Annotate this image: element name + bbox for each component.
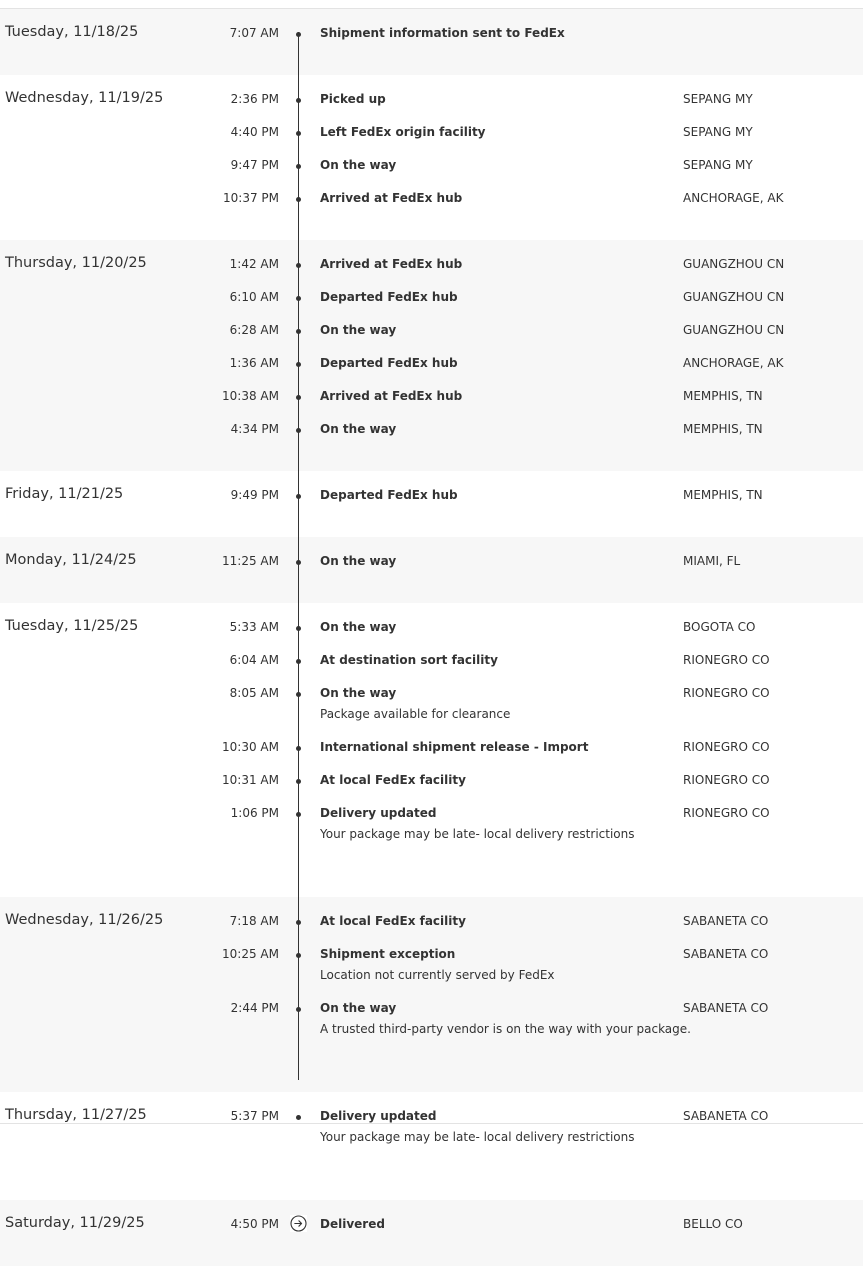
event-location: MIAMI, FL <box>683 554 741 568</box>
event-status: On the way <box>320 554 397 568</box>
event-location: ANCHORAGE, AK <box>683 191 784 205</box>
event-time: 10:25 AM <box>222 947 279 961</box>
day-group <box>0 897 863 1092</box>
event-status: Arrived at FedEx hub <box>320 257 463 271</box>
timeline-dot <box>296 1115 301 1120</box>
event-status: At local FedEx facility <box>320 914 466 928</box>
event-status: Departed FedEx hub <box>320 290 458 304</box>
event-status: On the way <box>320 620 397 634</box>
event-time: 4:50 PM <box>230 1217 279 1231</box>
event-location: GUANGZHOU CN <box>683 290 785 304</box>
event-time: 9:49 PM <box>230 488 279 502</box>
event-location: SABANETA CO <box>683 947 769 961</box>
day-date: Thursday, 11/27/25 <box>5 1107 147 1123</box>
day-group <box>0 603 863 897</box>
event-status: At destination sort facility <box>320 653 498 667</box>
event-status: Delivery updated <box>320 806 437 820</box>
event-location: MEMPHIS, TN <box>683 389 763 403</box>
event-status: On the way <box>320 323 397 337</box>
day-date: Thursday, 11/20/25 <box>5 255 147 271</box>
event-status: Shipment information sent to FedEx <box>320 26 565 40</box>
event-location: GUANGZHOU CN <box>683 323 785 337</box>
event-location: SEPANG MY <box>683 92 753 106</box>
event-location: RIONEGRO CO <box>683 806 770 820</box>
event-time: 2:44 PM <box>230 1001 279 1015</box>
day-date: Monday, 11/24/25 <box>5 552 137 568</box>
delivered-arrow-circle-icon <box>290 1215 307 1232</box>
event-detail: A trusted third-party vendor is on the way with your package. <box>320 1022 691 1036</box>
event-status: Arrived at FedEx hub <box>320 389 463 403</box>
event-location: GUANGZHOU CN <box>683 257 785 271</box>
day-group <box>0 1092 863 1200</box>
event-time: 6:04 AM <box>229 653 279 667</box>
event-location: SEPANG MY <box>683 125 753 139</box>
event-status: On the way <box>320 422 397 436</box>
event-status: International shipment release - Import <box>320 740 589 754</box>
day-date: Wednesday, 11/26/25 <box>5 912 164 928</box>
event-status: Delivery updated <box>320 1109 437 1123</box>
event-time: 4:40 PM <box>230 125 279 139</box>
event-time: 10:38 AM <box>222 389 279 403</box>
day-group <box>0 471 863 537</box>
event-time: 2:36 PM <box>230 92 279 106</box>
event-status: On the way <box>320 686 397 700</box>
event-location: SEPANG MY <box>683 158 753 172</box>
event-status: On the way <box>320 158 397 172</box>
day-date: Wednesday, 11/19/25 <box>5 90 164 106</box>
event-detail: Your package may be late- local delivery restrictions <box>320 1130 635 1144</box>
event-location: SABANETA CO <box>683 1001 769 1015</box>
event-time: 6:28 AM <box>229 323 279 337</box>
event-time: 5:37 PM <box>230 1109 279 1123</box>
day-group <box>0 240 863 471</box>
event-detail: Location not currently served by FedEx <box>320 968 555 982</box>
event-time: 11:25 AM <box>222 554 279 568</box>
event-location: RIONEGRO CO <box>683 686 770 700</box>
event-location: ANCHORAGE, AK <box>683 356 784 370</box>
event-detail: Package available for clearance <box>320 707 511 721</box>
day-group <box>0 75 863 240</box>
event-time: 1:42 AM <box>229 257 279 271</box>
event-status: Picked up <box>320 92 386 106</box>
event-time: 1:36 AM <box>229 356 279 370</box>
day-date: Tuesday, 11/25/25 <box>5 618 139 634</box>
event-time: 5:33 AM <box>229 620 279 634</box>
day-date: Tuesday, 11/18/25 <box>5 24 139 40</box>
event-status: At local FedEx facility <box>320 773 466 787</box>
event-time: 6:10 AM <box>229 290 279 304</box>
day-group <box>0 537 863 603</box>
event-status: Shipment exception <box>320 947 456 961</box>
event-status: Departed FedEx hub <box>320 356 458 370</box>
event-location: BELLO CO <box>683 1217 743 1231</box>
event-location: SABANETA CO <box>683 1109 769 1123</box>
day-date: Friday, 11/21/25 <box>5 486 124 502</box>
event-time: 10:31 AM <box>222 773 279 787</box>
event-time: 9:47 PM <box>230 158 279 172</box>
event-time: 7:18 AM <box>229 914 279 928</box>
event-status: Delivered <box>320 1217 385 1231</box>
event-detail: Your package may be late- local delivery restrictions <box>320 827 635 841</box>
event-location: RIONEGRO CO <box>683 740 770 754</box>
event-status: Arrived at FedEx hub <box>320 191 463 205</box>
day-date: Saturday, 11/29/25 <box>5 1215 145 1231</box>
event-time: 7:07 AM <box>229 26 279 40</box>
event-time: 10:30 AM <box>222 740 279 754</box>
event-location: SABANETA CO <box>683 914 769 928</box>
event-location: MEMPHIS, TN <box>683 422 763 436</box>
event-time: 4:34 PM <box>230 422 279 436</box>
event-status: Left FedEx origin facility <box>320 125 486 139</box>
event-time: 10:37 PM <box>223 191 279 205</box>
event-location: RIONEGRO CO <box>683 773 770 787</box>
bottom-divider <box>0 1123 863 1124</box>
event-status: Departed FedEx hub <box>320 488 458 502</box>
event-status: On the way <box>320 1001 397 1015</box>
event-time: 8:05 AM <box>229 686 279 700</box>
timeline-line <box>298 32 299 1080</box>
event-time: 1:06 PM <box>230 806 279 820</box>
event-location: MEMPHIS, TN <box>683 488 763 502</box>
event-location: BOGOTA CO <box>683 620 756 634</box>
day-group <box>0 1200 863 1266</box>
day-group <box>0 9 863 75</box>
event-location: RIONEGRO CO <box>683 653 770 667</box>
